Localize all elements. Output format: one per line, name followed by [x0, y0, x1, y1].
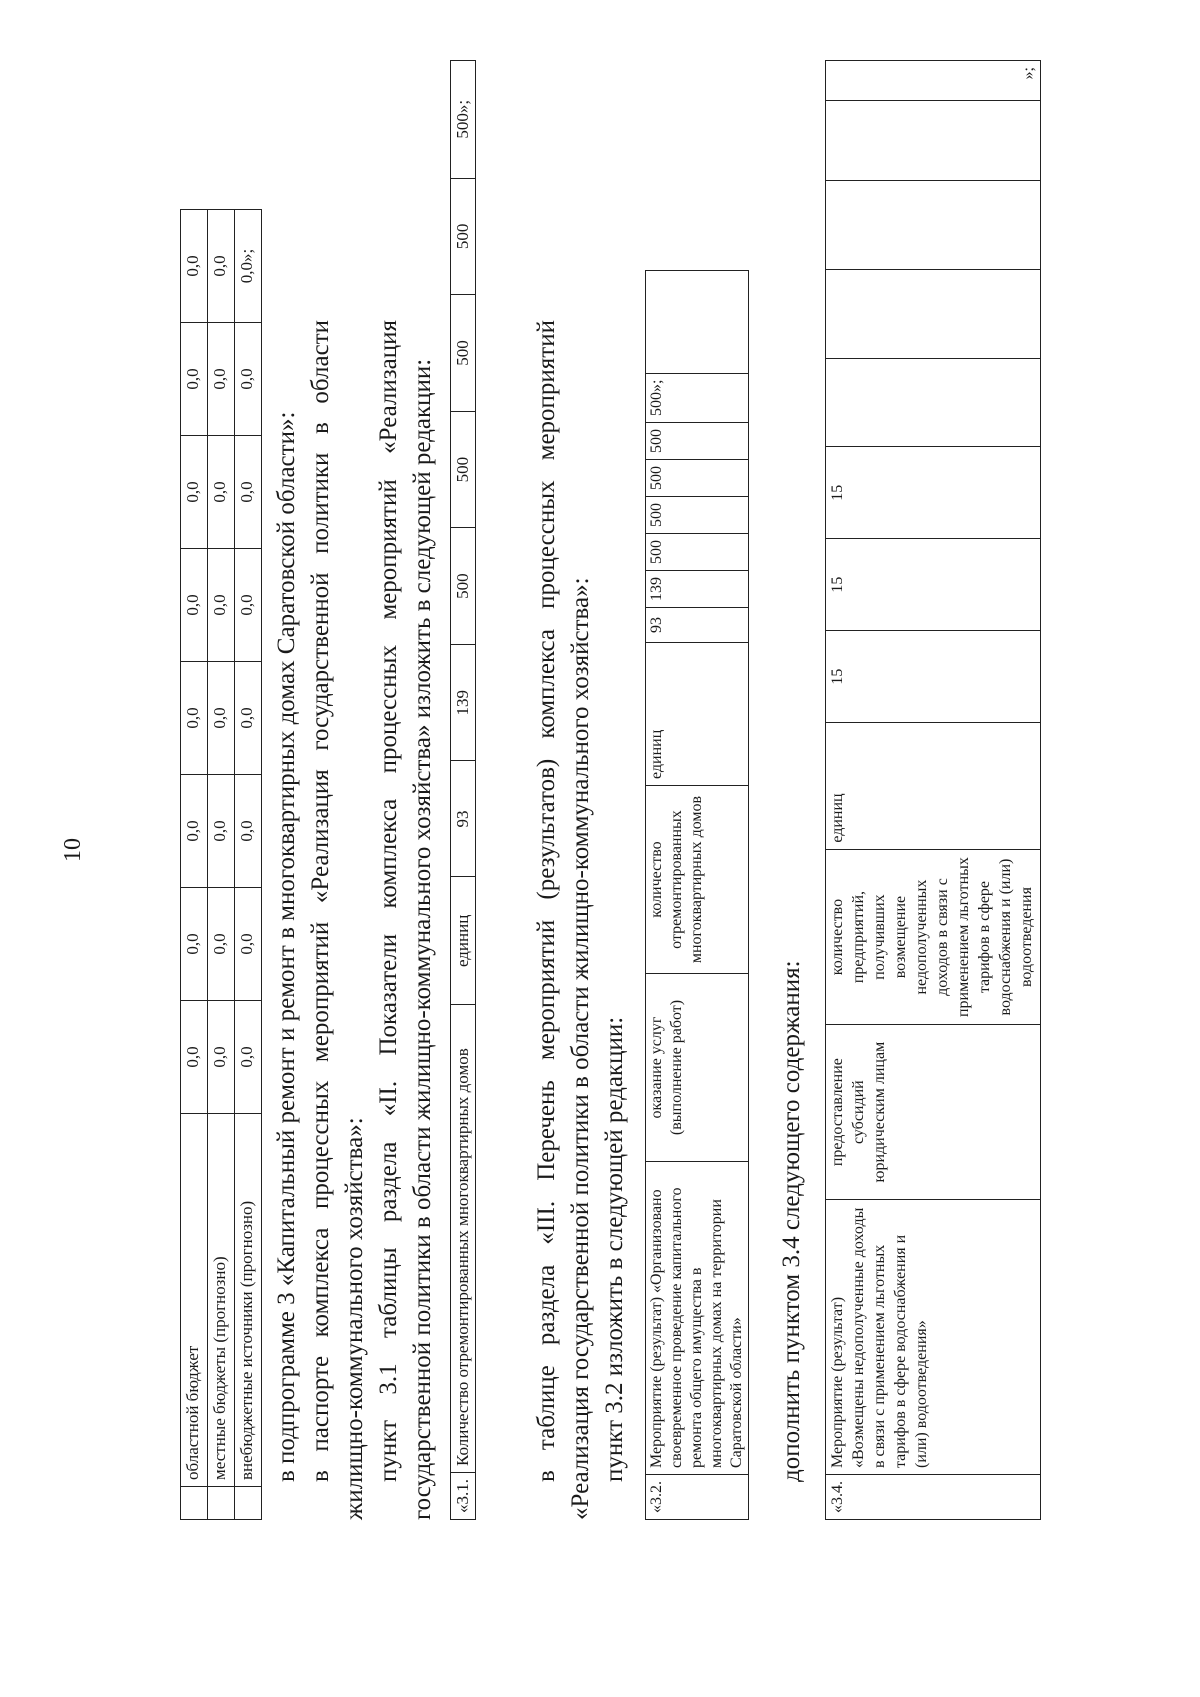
table-cell: 500	[451, 295, 476, 412]
row-label: внебюджетные источники (прогнозно)	[235, 1114, 262, 1487]
row-number: «3.1.	[451, 1473, 476, 1520]
table-cell: 15	[826, 539, 1041, 631]
table-row	[451, 61, 476, 1520]
paragraph: пункт 3.2 изложить в следующей редакции:	[601, 1016, 628, 1482]
rotated-content	[60, 60, 1140, 1620]
page-number: 10	[60, 838, 86, 862]
paragraph: в таблице раздела «III. Перечень мероприятий (результатов) комплекса процессных мероприятий «Реализация государственной политики в области жилищно-коммунального хозяйства»:	[533, 320, 594, 1520]
table-cell: 139	[646, 571, 749, 608]
table-cell: 0,0	[181, 436, 208, 549]
table-cell: 500	[646, 534, 749, 571]
table-cell: 500»;	[646, 373, 749, 422]
table-cell: 0,0	[181, 662, 208, 775]
measure-type: оказание услуг (выполнение работ)	[646, 974, 749, 1162]
table-cell: 500	[646, 423, 749, 460]
table-cell: 93	[451, 761, 476, 877]
row-label: местные бюджеты (прогнозно)	[208, 1114, 235, 1487]
table-cell: 0,0	[181, 549, 208, 662]
table-3-2	[645, 270, 749, 1520]
table-cell: 0,0	[181, 775, 208, 888]
table-cell: 0,0	[181, 1001, 208, 1114]
measure-name: Мероприятие (результат) «Возмещены недополученные доходы в связи с применением льготных тарифов в сфере водоснабжения и (или) водоотведения»	[826, 1199, 1041, 1474]
measure-name: Мероприятие (результат) «Организовано своевременное проведение капитального ремонта общего имущества в многоквартирных домах на территории Саратовской области»	[646, 1162, 749, 1475]
table-3-4	[825, 60, 1041, 1520]
table-cell: 0,0	[181, 323, 208, 436]
table-cell: 0,0	[235, 1001, 262, 1114]
table-cell	[826, 100, 1041, 181]
table-cell	[826, 269, 1041, 358]
unit: единиц	[451, 877, 476, 1005]
table-3-1	[450, 60, 476, 1520]
indicator-name: Количество отремонтированных многоквартирных домов	[451, 1005, 476, 1473]
budget-table-block	[180, 209, 262, 1520]
table-row	[235, 210, 262, 1520]
table-cell: 500	[451, 528, 476, 645]
unit: единиц	[646, 643, 749, 786]
budget-table	[180, 209, 262, 1520]
paragraph: пункт 3.1 таблицы раздела «II. Показатели комплекса процессных мероприятий «Реализация государственной политики в области жилищно-коммунального хозяйства» изложить в следующей редакции:	[375, 320, 436, 1520]
row-label: областной бюджет	[181, 1114, 208, 1487]
row-number: «3.4.	[826, 1475, 1041, 1520]
indicator: количество предприятий, получивших возмещение недополученных доходов в связи с применением льготных тарифов в сфере водоснабжения и (или) водоотведения	[826, 849, 1041, 1025]
table-cell: 0,0	[181, 210, 208, 323]
table-cell: 0,0	[208, 210, 235, 323]
end-mark: »;	[826, 61, 1041, 101]
paragraph: в подпрограмме 3 «Капитальный ремонт и ремонт в многоквартирных домах Саратовской области»:	[273, 411, 300, 1482]
table-cell: 500	[646, 497, 749, 534]
row-number: «3.2.	[646, 1475, 749, 1520]
table-3-4-block	[825, 60, 1041, 1520]
table-row	[826, 61, 1041, 1520]
indicator: количество отремонтированных многоквартирных домов	[646, 786, 749, 974]
table-cell: 0,0	[235, 549, 262, 662]
table-cell: 15	[826, 447, 1041, 539]
table-cell: 0,0	[208, 775, 235, 888]
table-cell: 0,0	[208, 549, 235, 662]
table-cell: 500	[646, 460, 749, 497]
table-cell	[826, 181, 1041, 270]
table-cell	[826, 358, 1041, 447]
table-cell: 0,0	[208, 436, 235, 549]
table-cell: 500»;	[451, 61, 476, 179]
unit: единиц	[826, 723, 1041, 850]
table-cell: 0,0	[208, 888, 235, 1001]
table-cell: 500	[451, 411, 476, 528]
table-cell: 0,0	[208, 1001, 235, 1114]
table-cell: 93	[646, 608, 749, 643]
table-cell: 139	[451, 644, 476, 761]
table-cell: 0,0	[235, 888, 262, 1001]
table-row	[208, 210, 235, 1520]
table-cell: 0,0	[235, 775, 262, 888]
table-cell: 0,0	[208, 323, 235, 436]
table-cell: 0,0	[235, 323, 262, 436]
table-cell: 0,0	[235, 436, 262, 549]
table-row	[181, 210, 208, 1520]
table-cell: 15	[826, 631, 1041, 723]
table-3-2-block	[645, 270, 749, 1520]
table-row	[646, 270, 749, 1519]
paragraph: дополнить пунктом 3.4 следующего содержания:	[778, 960, 805, 1482]
table-cell: 0,0	[235, 662, 262, 775]
table-3-1-block	[450, 60, 476, 1520]
table-cell: 0,0»;	[235, 210, 262, 323]
paragraph: в паспорте комплекса процессных мероприятий «Реализация государственной политики в области жилищно-коммунального хозяйства»:	[307, 320, 368, 1520]
table-cell: 0,0	[208, 662, 235, 775]
measure-type: предоставление субсидий юридическим лицам	[826, 1025, 1041, 1199]
table-cell: 500	[451, 178, 476, 295]
table-cell: 0,0	[181, 888, 208, 1001]
